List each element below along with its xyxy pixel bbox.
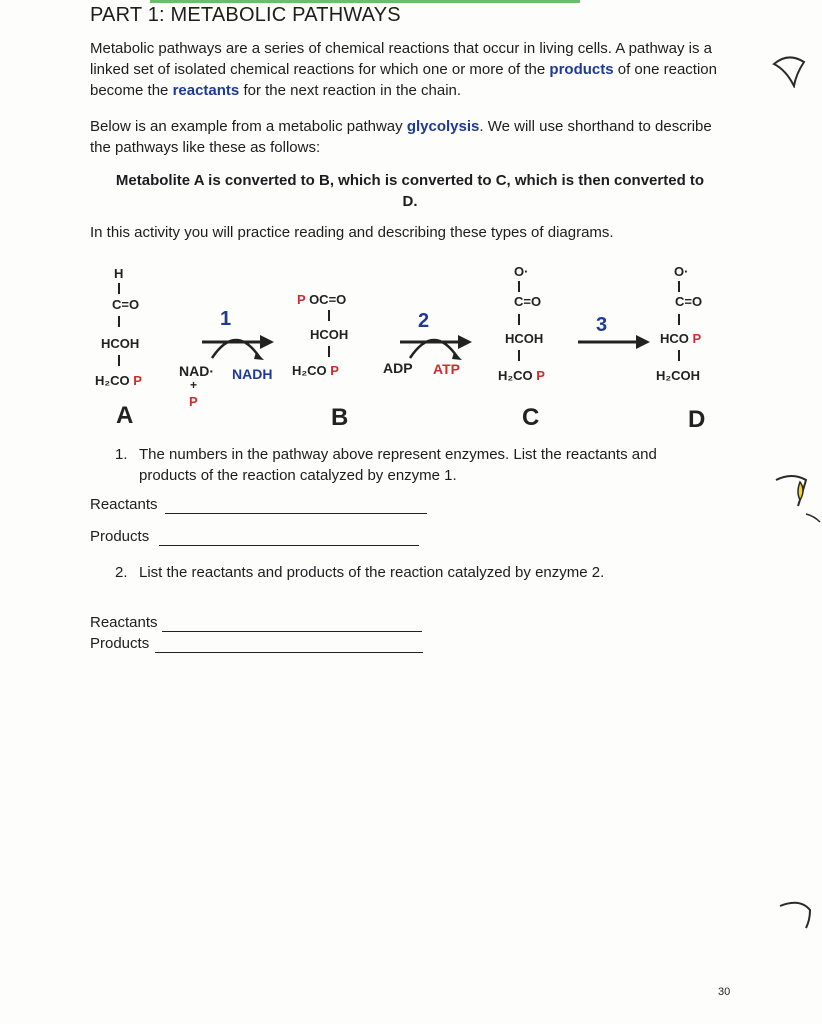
bond xyxy=(678,314,680,325)
enzyme-3-arrow xyxy=(574,333,654,351)
hco-text: HCO xyxy=(660,331,689,346)
bond xyxy=(678,281,680,292)
molecule-a-co: C=O xyxy=(112,297,140,312)
bond xyxy=(518,281,520,292)
molecule-b-hcoh: HCOH xyxy=(310,327,349,342)
phosphate-label: P xyxy=(692,331,702,346)
binder-hole-mark-icon xyxy=(772,470,822,530)
bond xyxy=(118,316,120,327)
enzyme-1-number: 1 xyxy=(220,308,232,330)
term-products: products xyxy=(549,61,614,78)
q2-reactants-label: Reactants xyxy=(90,614,158,631)
q1-reactants-answer-line[interactable] xyxy=(165,513,427,514)
molecule-b-label: B xyxy=(331,404,349,431)
activity-text: In this activity you will practice reading and describing these types of diagrams. xyxy=(90,224,614,241)
molecule-d-label: D xyxy=(688,406,706,433)
molecule-a-h2co xyxy=(95,373,142,388)
q1-products-label: Products xyxy=(90,528,150,545)
plus-sign: + xyxy=(190,378,198,392)
bond xyxy=(518,350,520,361)
enzyme-2-number: 2 xyxy=(418,310,430,332)
molecule-b-top xyxy=(297,292,346,307)
molecule-a-h: H xyxy=(114,266,124,281)
intro-text-1: Metabolic pathways are a series of chemical reactions that occur in living cells. A pathway is a linked set of isolated chemical reactions for which one or more of the xyxy=(90,40,712,78)
molecule-c-h2co xyxy=(498,368,545,383)
molecule-c-hcoh: HCOH xyxy=(505,331,544,346)
bond xyxy=(328,346,330,357)
question-text: List the reactants and products of the reaction catalyzed by enzyme 2. xyxy=(139,564,605,581)
bond xyxy=(118,355,120,366)
q1-reactants-label: Reactants xyxy=(90,496,158,513)
h2co-text: H₂CO xyxy=(498,368,533,383)
molecule-b-h2co xyxy=(292,363,339,378)
molecule-d-hco xyxy=(660,331,701,346)
binder-hole-mark-icon xyxy=(776,896,816,936)
phosphate-input: P xyxy=(189,394,198,409)
molecule-c-co: C=O xyxy=(514,294,542,309)
phosphate-label: P xyxy=(297,292,306,307)
molecule-d-co: C=O xyxy=(675,294,703,309)
term-reactants: reactants xyxy=(172,82,240,99)
question-1 xyxy=(115,444,715,486)
atp-label: ATP xyxy=(433,361,460,377)
enzyme-2-arrow xyxy=(396,328,476,364)
molecule-a-label: A xyxy=(116,402,134,429)
enzyme-1-arrow xyxy=(198,326,278,362)
term-glycolysis: glycolysis xyxy=(406,118,480,135)
example-text-1: Below is an example from a metabolic pathway xyxy=(90,118,403,135)
question-number: 1. xyxy=(115,446,128,463)
q2-products-label: Products xyxy=(90,635,150,652)
question-number: 2. xyxy=(115,564,128,581)
h2co-text: H₂CO xyxy=(292,363,327,378)
molecule-c-o: O· xyxy=(514,264,529,279)
shorthand-line-1: Metabolite A is converted to B, which is converted to C, which is then converted to xyxy=(115,172,705,189)
phosphate-label: P xyxy=(133,373,142,388)
bond xyxy=(328,310,330,321)
example-text-2: . We will use shorthand to describe the pathways like these as follows: xyxy=(90,118,712,156)
nad-label: NAD· xyxy=(179,363,214,379)
molecule-d-o: O· xyxy=(674,264,689,279)
binder-hole-mark-icon xyxy=(770,48,810,88)
phosphate-label: P xyxy=(536,368,545,383)
bond xyxy=(678,350,680,361)
question-text: The numbers in the pathway above represent enzymes. List the reactants and products of the reaction catalyzed by enzyme 1. xyxy=(139,446,657,484)
intro-text-3: for the next reaction in the chain. xyxy=(243,82,462,99)
shorthand-line-2: D. xyxy=(402,193,418,210)
bond xyxy=(118,283,120,294)
q1-products-answer-line[interactable] xyxy=(159,545,419,546)
intro-text-2: of one reaction become the xyxy=(90,61,717,99)
molecule-a-hcoh: HCOH xyxy=(101,336,140,351)
molecule-c-label: C xyxy=(522,404,540,431)
molecule-d-h2coh: H₂COH xyxy=(656,368,701,383)
page-title: PART 1: METABOLIC PATHWAYS xyxy=(90,4,401,26)
b-top-text: OC=O xyxy=(309,292,347,307)
bond xyxy=(518,314,520,325)
phosphate-label: P xyxy=(330,363,339,378)
q2-products-answer-line[interactable] xyxy=(155,652,423,653)
adp-label: ADP xyxy=(383,360,413,376)
nadh-label: NADH xyxy=(232,366,273,382)
enzyme-3-number: 3 xyxy=(596,314,608,336)
question-2 xyxy=(115,562,715,583)
q2-reactants-answer-line[interactable] xyxy=(162,631,422,632)
pathway-diagram xyxy=(0,0,822,440)
page-number: 30 xyxy=(718,986,731,998)
h2co-text: H₂CO xyxy=(95,373,130,388)
